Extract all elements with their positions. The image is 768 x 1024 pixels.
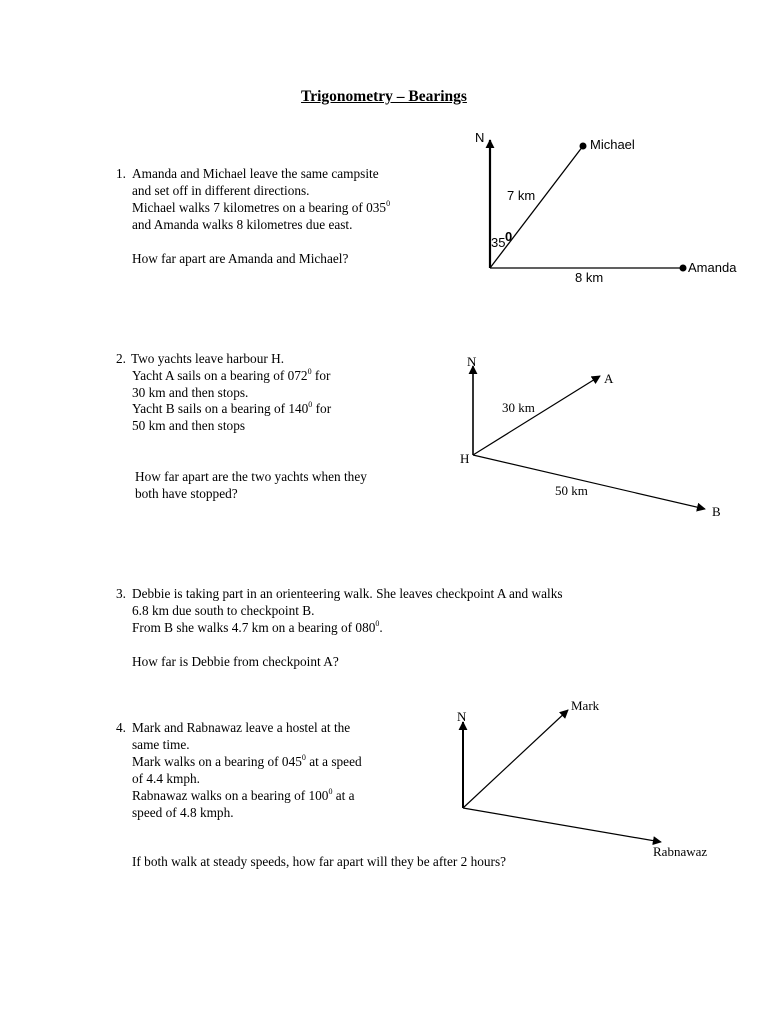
question-prompt: If both walk at steady speeds, how far apart will they be after 2 hours?	[132, 854, 507, 869]
yacht-b-label: B	[712, 504, 721, 519]
rabnawaz-path	[463, 808, 661, 842]
north-label: N	[457, 709, 467, 724]
yacht-b-path	[473, 455, 705, 509]
diagram-2	[460, 354, 721, 519]
question-number: 4.	[116, 720, 126, 735]
question-text: Two yachts leave harbour H.	[131, 351, 285, 366]
text-segment: .	[379, 620, 383, 635]
harbour-label: H	[460, 451, 470, 466]
rabnawaz-label: Rabnawaz	[653, 844, 708, 859]
michael-distance-label: 7 km	[507, 188, 536, 203]
degree-mark: 0	[328, 787, 333, 796]
text-segment: at a	[332, 788, 355, 803]
text-segment: at a speed	[305, 754, 362, 769]
michael-point	[580, 143, 587, 150]
question-text: 6.8 km due south to checkpoint B.	[132, 603, 315, 618]
question-text: and set off in different directions.	[132, 183, 310, 198]
text-segment: Yacht A sails on a bearing of 072	[132, 368, 308, 383]
text-segment: Rabnawaz walks on a bearing of 100	[132, 788, 329, 803]
degree-mark: 0	[308, 400, 313, 409]
question-text: 30 km and then stops.	[132, 385, 249, 400]
question-prompt: How far apart are Amanda and Michael?	[132, 251, 349, 266]
amanda-point	[680, 265, 687, 272]
text-segment: for	[312, 401, 332, 416]
question-text: Amanda and Michael leave the same campsite	[132, 166, 379, 181]
degree-mark: 0	[307, 367, 312, 376]
amanda-distance-label: 8 km	[575, 270, 604, 285]
mark-label: Mark	[571, 698, 600, 713]
yacht-a-label: A	[604, 371, 614, 386]
question-text: same time.	[132, 737, 190, 752]
text-segment: From B she walks 4.7 km on a bearing of 080	[132, 620, 376, 635]
text-segment: Michael walks 7 kilometres on a bearing of 035	[132, 200, 387, 215]
michael-label: Michael	[590, 137, 635, 152]
question-number: 2.	[116, 351, 126, 366]
angle-label: 35	[491, 235, 506, 250]
page-title: Trigonometry – Bearings	[301, 88, 467, 105]
text-segment: Mark walks on a bearing of 045	[132, 754, 302, 769]
diagram-4	[457, 698, 707, 859]
amanda-label: Amanda	[688, 260, 737, 275]
angle-degree-mark: 0	[505, 229, 513, 244]
text-segment: Yacht B sails on a bearing of 140	[132, 401, 309, 416]
question-text: Mark and Rabnawaz leave a hostel at the	[132, 720, 351, 735]
degree-mark: 0	[375, 619, 380, 628]
yacht-a-distance-label: 30 km	[502, 400, 535, 415]
question-text: Debbie is taking part in an orienteering walk. She leaves checkpoint A and walks	[132, 586, 563, 601]
north-label: N	[467, 354, 477, 369]
north-label: N	[475, 130, 485, 145]
text-segment: for	[311, 368, 331, 383]
question-text: of 4.4 kmph.	[132, 771, 200, 786]
yacht-b-distance-label: 50 km	[555, 483, 588, 498]
degree-mark: 0	[386, 199, 391, 208]
question-text: 50 km and then stops	[132, 418, 246, 433]
question-text: and Amanda walks 8 kilometres due east.	[132, 217, 353, 232]
question-number: 3.	[116, 586, 126, 601]
question-text: speed of 4.8 kmph.	[132, 805, 234, 820]
question-number: 1.	[116, 166, 126, 181]
question-prompt: How far apart are the two yachts when they	[135, 469, 367, 484]
diagram-1	[475, 130, 737, 285]
degree-mark: 0	[301, 753, 306, 762]
mark-path	[463, 710, 568, 808]
question-prompt: both have stopped?	[135, 486, 238, 501]
yacht-a-path	[473, 376, 600, 455]
question-prompt: How far is Debbie from checkpoint A?	[132, 654, 339, 669]
